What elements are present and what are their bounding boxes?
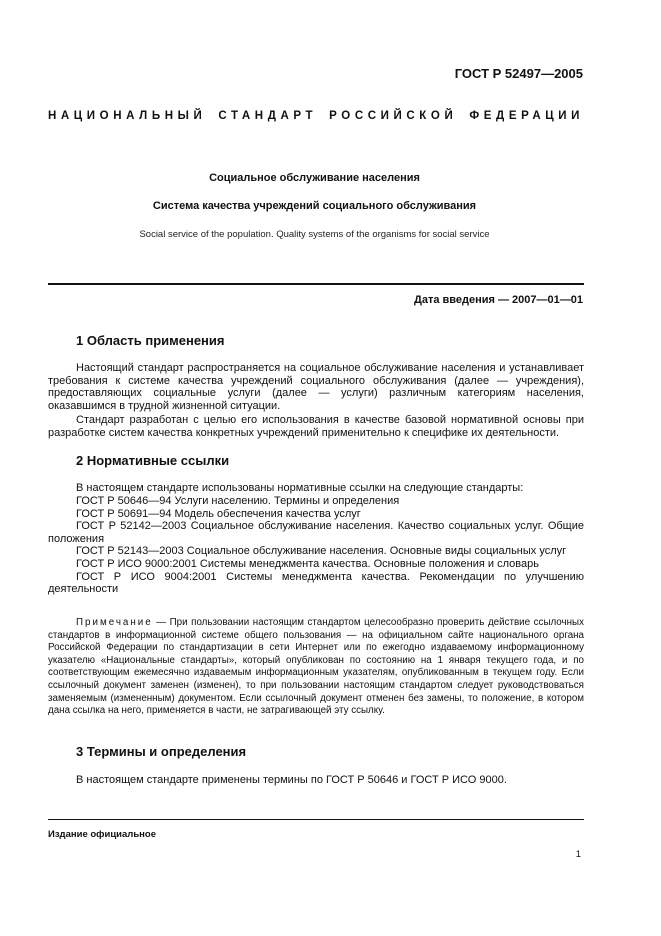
title-divider [48, 283, 584, 285]
reference-item: ГОСТ Р 52143—2003 Социальное обслуживание населения. Основные виды социальных услуг [76, 545, 567, 558]
introduction-date: Дата введения — 2007—01—01 [414, 294, 583, 306]
references-note [48, 617, 584, 718]
scope-paragraph-2: Стандарт разработан с целью его использования в качестве базовой нормативной основы при разработке систем качества конкретных учреждений применительно к специфике их деятельности. [48, 414, 584, 439]
page-number: 1 [575, 849, 581, 860]
reference-item: ГОСТ Р 50691—94 Модель обеспечения качества услуг [76, 507, 361, 520]
reference-item: ГОСТ Р ИСО 9000:2001 Системы менеджмента качества. Основные положения и словарь [76, 557, 539, 570]
gost-number: ГОСТ Р 52497—2005 [454, 66, 583, 81]
official-edition-label: Издание официальное [48, 829, 156, 840]
scope-paragraph-1: Настоящий стандарт распространяется на социальное обслуживание населения и устанавливает требования к системе качества учреждений социального обслуживания (далее — учреждения), предоставляющих социальные услуги (далее — услуги) различным категориям населения, оказавшимся в трудной жизненной ситуации. [48, 362, 584, 412]
section-heading-scope: 1 Область применения [76, 333, 225, 348]
reference-item: ГОСТ Р 52142—2003 Социальное обслуживание населения. Качество социальных услуг. Общие положения [48, 520, 584, 545]
note-text: — При пользовании настоящим стандартом целесообразно проверить действие ссылочных стандартов в информационной системе общего пользования — на официальном сайте национального органа Российской Федерации по стандартизации в сети Интернет или по ежегодно издаваемому информационному указателю «Национальные стандарты», который опубликован по состоянию на 1 января текущего года, и по соответствующим ежемесячно издаваемым информационным указателям, опубликованным в текущем году. Если ссылочный документ заменен (изменен), то при пользовании настоящим стандартом следует руководствоваться заменяемым (измененным) документом. Если ссылочный документ отменен без замены, то положение, в котором дана ссылка на него, применяется в части, не затрагивающей эту ссылку. [48, 617, 584, 717]
document-subtitle: Система качества учреждений социального обслуживания [152, 200, 477, 212]
references-list [48, 495, 584, 596]
footer-divider [48, 819, 584, 820]
section-heading-terms: 3 Термины и определения [76, 744, 247, 759]
reference-item: ГОСТ Р ИСО 9004:2001 Системы менеджмента качества. Рекомендации по улучшению деятельности [48, 570, 584, 596]
document-title: Социальное обслуживание населения [209, 172, 420, 184]
reference-item: ГОСТ Р 50646—94 Услуги населению. Термины и определения [76, 495, 400, 507]
references-intro: В настоящем стандарте использованы нормативные ссылки на следующие стандарты: [76, 482, 524, 494]
note-label: Примечание [76, 617, 153, 628]
section-heading-references: 2 Нормативные ссылки [76, 453, 230, 468]
english-title: Social service of the population. Quality systems of the organisms for social service [139, 229, 490, 240]
national-standard-banner: НАЦИОНАЛЬНЫЙ СТАНДАРТ РОССИЙСКОЙ ФЕДЕРАЦИИ [48, 110, 584, 122]
terms-paragraph: В настоящем стандарте применены термины по ГОСТ Р 50646 и ГОСТ Р ИСО 9000. [76, 774, 507, 786]
